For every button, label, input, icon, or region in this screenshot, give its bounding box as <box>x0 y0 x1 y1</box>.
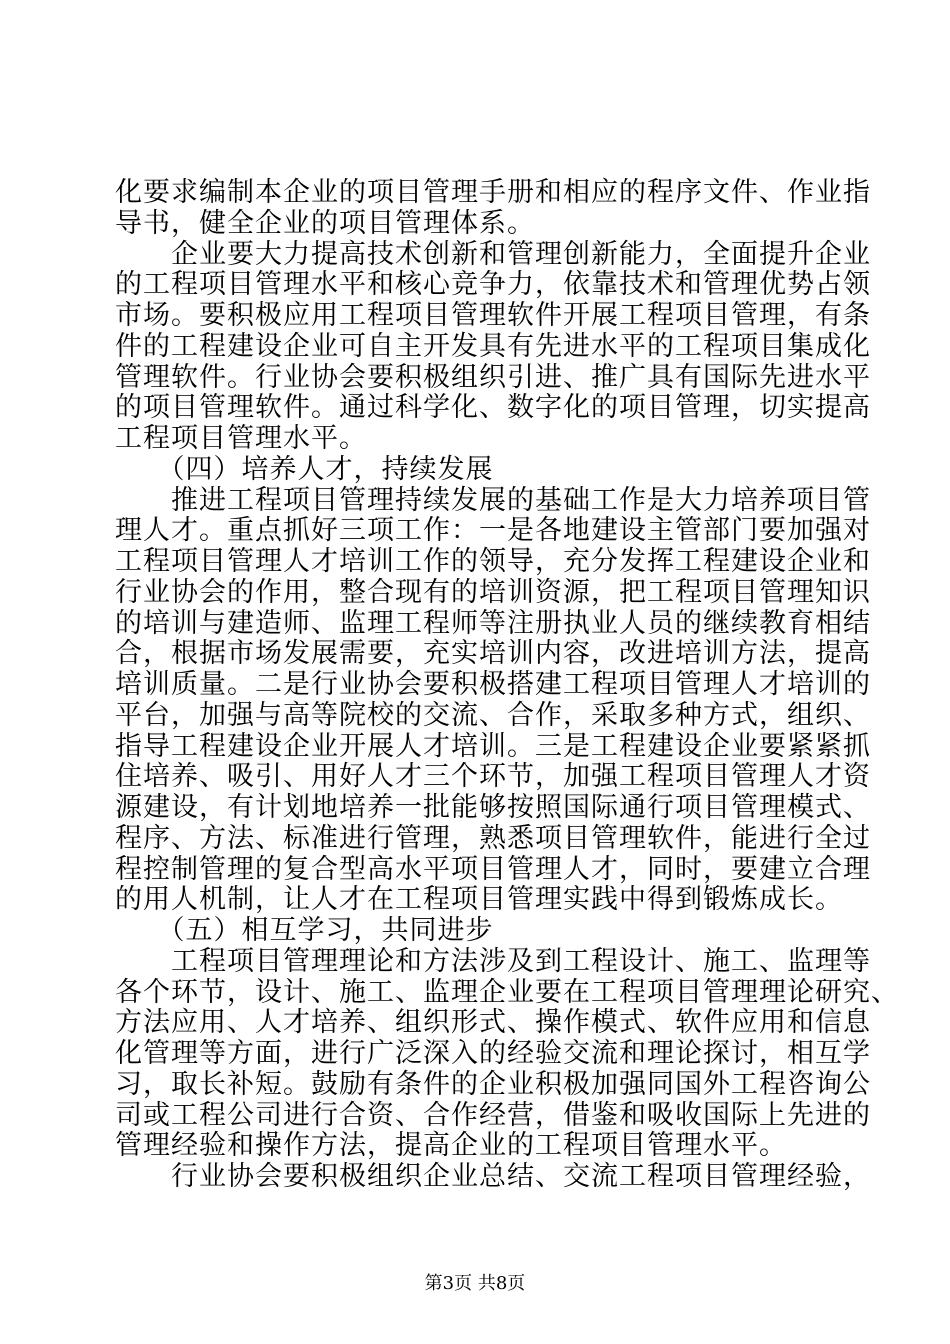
text-line: 司或工程公司进行合资、合作经营，借鉴和吸收国际上先进的 <box>115 1100 871 1131</box>
text-line: 住培养、吸引、用好人才三个环节，加强工程项目管理人才资 <box>115 761 871 792</box>
text-line: 件的工程建设企业可自主开发具有先进水平的工程项目集成化 <box>115 331 871 362</box>
text-line: 的工程项目管理水平和核心竞争力，依靠技术和管理优势占领 <box>115 269 871 300</box>
text-line: 方法应用、人才培养、组织形式、操作模式、软件应用和信息 <box>115 1007 871 1038</box>
text-line: 行业协会要积极组织企业总结、交流工程项目管理经验， <box>115 1161 871 1192</box>
text-line: 的用人机制，让人才在工程项目管理实践中得到锻炼成长。 <box>115 884 843 915</box>
text-line: 指导工程建设企业开展人才培训。三是工程建设企业要紧紧抓 <box>115 731 871 762</box>
text-line: 管理软件。行业协会要积极组织引进、推广具有国际先进水平 <box>115 362 871 393</box>
text-line: 理人才。重点抓好三项工作：一是各地建设主管部门要加强对 <box>115 515 871 546</box>
text-line: 的项目管理软件。通过科学化、数字化的项目管理，切实提高 <box>115 392 871 423</box>
page-footer: 第3页 共8页 <box>424 1273 526 1294</box>
text-line: 培训质量。二是行业协会要积极搭建工程项目管理人才培训的 <box>115 669 871 700</box>
text-line: 合，根据市场发展需要，充实培训内容，改进培训方法，提高 <box>115 638 871 669</box>
text-line: 化要求编制本企业的项目管理手册和相应的程序文件、作业指 <box>115 177 871 208</box>
text-line: 化管理等方面，进行广泛深入的经验交流和理论探讨，相互学 <box>115 1038 871 1069</box>
text-line: 管理经验和操作方法，提高企业的工程项目管理水平。 <box>115 1130 787 1161</box>
text-line: 的培训与建造师、监理工程师等注册执业人员的继续教育相结 <box>115 608 871 639</box>
text-line: 习，取长补短。鼓励有条件的企业积极加强同国外工程咨询公 <box>115 1069 871 1100</box>
section-heading: （五）相互学习，共同进步 <box>115 915 494 946</box>
section-heading: （四）培养人才，持续发展 <box>115 454 494 485</box>
text-line: 程控制管理的复合型高水平项目管理人才，同时，要建立合理 <box>115 854 871 885</box>
text-line: 各个环节，设计、施工、监理企业要在工程项目管理理论研究、 <box>115 977 899 1008</box>
text-line: 程序、方法、标准进行管理，熟悉项目管理软件，能进行全过 <box>115 823 871 854</box>
text-line: 企业要大力提高技术创新和管理创新能力，全面提升企业 <box>115 239 871 270</box>
text-line: 工程项目管理水平。 <box>115 423 367 454</box>
text-line: 行业协会的作用，整合现有的培训资源，把工程项目管理知识 <box>115 577 871 608</box>
text-line: 源建设，有计划地培养一批能够按照国际通行项目管理模式、 <box>115 792 871 823</box>
text-line: 工程项目管理人才培训工作的领导，充分发挥工程建设企业和 <box>115 546 871 577</box>
text-line: 推进工程项目管理持续发展的基础工作是大力培养项目管 <box>115 485 871 516</box>
text-line: 导书，健全企业的项目管理体系。 <box>115 208 535 239</box>
text-line: 平台，加强与高等院校的交流、合作，采取多种方式，组织、 <box>115 700 871 731</box>
text-line: 工程项目管理理论和方法涉及到工程设计、施工、监理等 <box>115 946 871 977</box>
text-line: 市场。要积极应用工程项目管理软件开展工程项目管理，有条 <box>115 300 871 331</box>
